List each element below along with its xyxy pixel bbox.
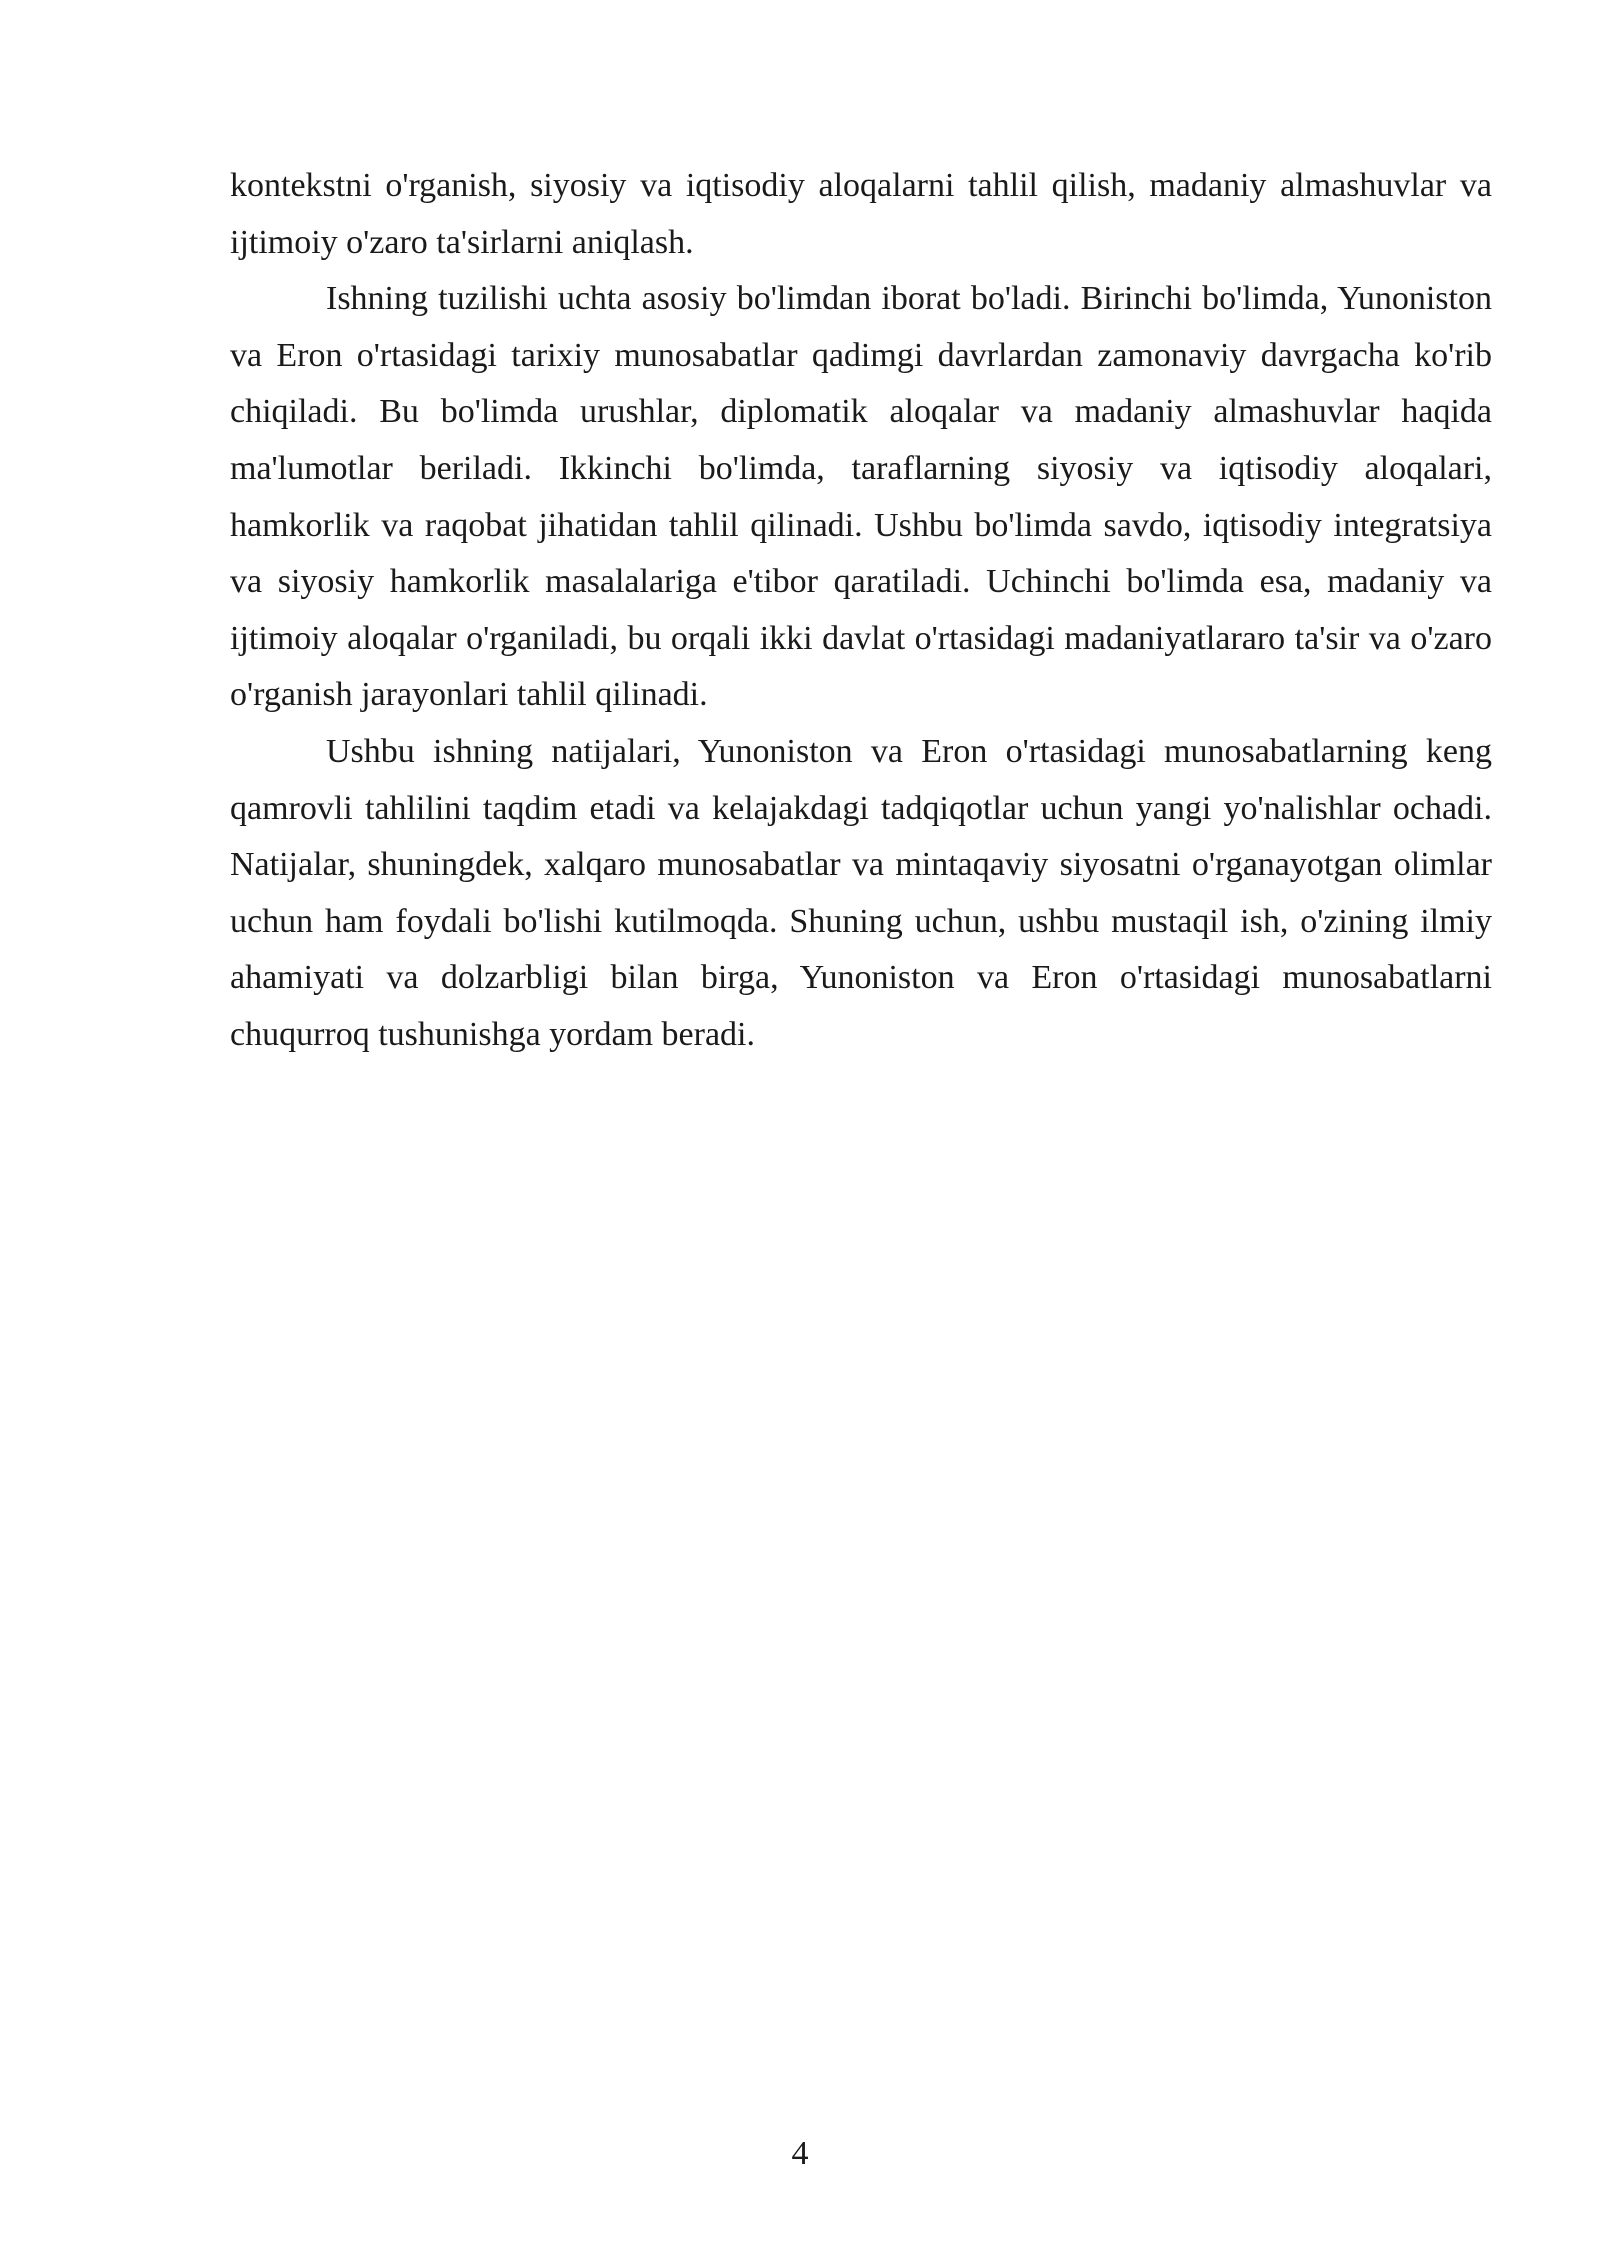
paragraph-continuation: kontekstni o'rganish, siyosiy va iqtisodiy aloqalarni tahlil qilish, madaniy almashuvlar va ijtimoiy o'zaro ta'sirlarni aniqlash. — [230, 167, 1492, 261]
document-body — [230, 158, 1492, 1064]
paragraph-structure: Ishning tuzilishi uchta asosiy bo'limdan iborat bo'ladi. Birinchi bo'limda, Yunoniston va Eron o'rtasidagi tarixiy munosabatlar qadimgi davrlardan zamonaviy davrgacha ko'rib chiqiladi. Bu bo'limda urushlar, diplomatik aloqalar va madaniy almashuvlar haqida ma'lumotlar beriladi. Ikkinchi bo'limda, taraflarning siyosiy va iqtisodiy aloqalari, hamkorlik va raqobat jihatidan tahlil qilinadi. Ushbu bo'limda savdo, iqtisodiy integratsiya va siyosiy hamkorlik masalalariga e'tibor qaratiladi. Uchinchi bo'limda esa, madaniy va ijtimoiy aloqalar o'rganiladi, bu orqali ikki davlat o'rtasidagi madaniyatlararo ta'sir va o'zaro o'rganish jarayonlari tahlil qilinadi. — [230, 280, 1492, 714]
paragraph-results: Ushbu ishning natijalari, Yunoniston va Eron o'rtasidagi munosabatlarning keng qamrovli tahlilini taqdim etadi va kelajakdagi tadqiqotlar uchun yangi yo'nalishlar ochadi. Natijalar, shuningdek, xalqaro munosabatlar va mintaqaviy siyosatni o'rganayotgan olimlar uchun ham foydali bo'lishi kutilmoqda. Shuning uchun, ushbu mustaqil ish, o'zining ilmiy ahamiyati va dolzarbligi bilan birga, Yunoniston va Eron o'rtasidagi munosabatlarni chuqurroq tushunishga yordam beradi. — [230, 732, 1492, 1053]
page-number: 4 — [791, 2135, 809, 2172]
